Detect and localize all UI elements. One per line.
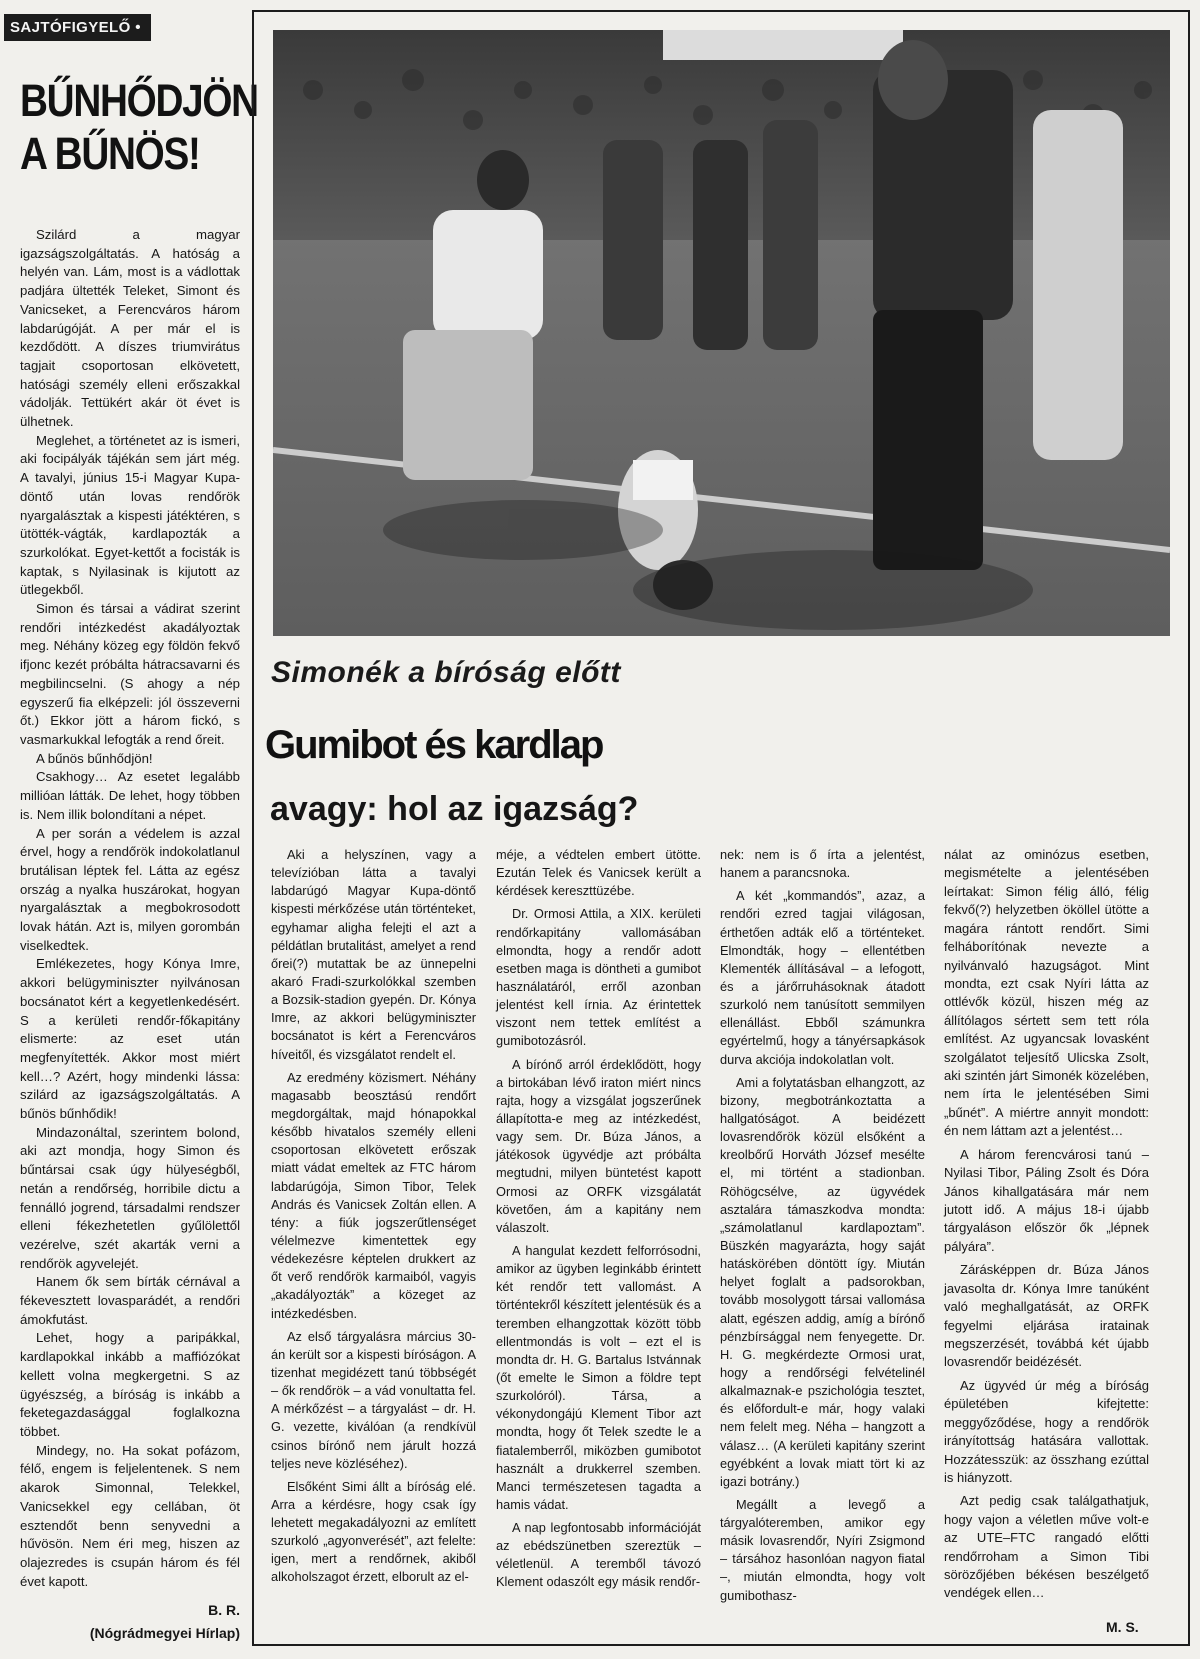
paragraph: Mindegy, no. Ha sokat pofázom, félő, engem is feljelentenek. S nem akarok Simonnal, Telekkel, Vanicsekkel egy cellában, öt esztendőt benn senyvedni a hűvösön. Nem éri meg, hiszen az olajezredes is csupán három és fél évet kapott. [20,1442,240,1589]
paragraph: Lehet, hogy a paripákkal, kardlapokkal inkább a maffiózókat kellett volna megkergetni. S az ügyészség, a bíróság is inkább a feketegazdasággal foglalkozna többet. [20,1330,240,1439]
paragraph: Megállt a levegő a tárgyalóteremben, amikor egy másik lovasrendőr, Nyíri Zsigmond – társához hasonlóan nagyon fiatal –, miután elmondta, hogy volt gumibothasz- [720,1496,925,1603]
paragraph: Csakhogy… Az esetet legalább millióan látták. De lehet, hogy többen is. Nem illik bolondítani a népet. [20,769,240,822]
paragraph: A hangulat kezdett felforrósodni, amikor az ügyben leginkább érintett két rendőr tett vallomást. A történtekről készített jelentésük és a teremben elhangzottak között több ellentmondás is volt – ezt el is mondta dr. H. G. Bartalus Istvánnak (őt emelte le Simon a földre tept szurkolóról). Társa, a vékonydongájú Klement Tibor azt mondta, hogy őt Telek szedte le a fiatalemberről, miközben gumibotot használt a drukkerrel szemben. Manci természetesen tagadta a hamis vádat. [496,1242,701,1512]
left-article-title [20,74,258,180]
paragraph: Dr. Ormosi Attila, a XIX. kerületi rendőrkapitány vallomásában elmondta, hogy a rendőr adott esetben maga is döntheti a gumibot használatáról, erről azonban jelentést kell írnia. Az érintettek viszont nem tettek említést a gumibotozásról. [496,906,701,1049]
main-signature: M. S. [1106,1619,1139,1635]
paragraph: Meglehet, a történetet az is ismeri, aki focipályák tájékán sem járt még. A tavalyi, június 15-i Magyar Kupa-döntő után lovas rendőrök nyargalásztak a kispesti játéktéren, s ütötték-vágták, kardlapozták a szurkolókat. Egyet-kettőt a focisták is kaptak, s Nyilasinak is kijutott az ütlegekből. [20,432,240,598]
paragraph: A bírónő arról érdeklődött, hogy a birtokában lévő iraton miért nincs rajta, hogy a vizsgálat jogszerűnek állapította-e meg az intézkedést, vagy sem. Dr. Búza János, a játékosok ügyvédje azt próbálta megtudni, milyen büntetést kapott Ormosi az ORFK vizsgálatát követően, ám a kapitány nem válaszolt. [496,1056,701,1235]
paragraph: Aki a helyszínen, vagy a televízióban látta a tavalyi labdarúgó Magyar Kupa-döntő kispesti mérkőzése után történteket, egyhamar aligha felejti el azt a példátlan brutalitást, amelyet a rend őrei(?) mutattak be az ünnepelni akaró Fradi-szurkolókkal szemben a Bozsik-stadion gyepén. Dr. Kónya Imre, az akkori belügyminiszter bocsánatot is kért a Ferencváros híveitől, és vizsgálatot rendelt el. [271,847,476,1062]
paragraph: méje, a védtelen embert ütötte. Ezután Telek és Vanicsek került a kérdések kereszttüzébe. [496,847,701,899]
left-article-body [20,226,240,1591]
kicker: Simonék a bíróság előtt [271,656,621,689]
paragraph: A bűnös bűnhődjön! [36,750,153,766]
paragraph: Mindazonáltal, szerintem bolond, aki azt mondja, hogy Simon és bűntársai csak úgy hülyeségből, netán a rendőrség, horribile dictu a fennálló jogrend, társadalmi rendszer elleni fékezhetetlen gyűlölettől vezérelve, szét akarták verni a rendőrök agyvelejét. [20,1124,240,1271]
article-column-1 [271,846,476,1587]
paragraph: Emlékezetes, hogy Kónya Imre, akkori belügyminiszter nyilvánosan bocsánatot kért a kegyetlenkedésért. S a kerületi rendőr-főkapitány elismerte: az eset után megfenyítették. Akkor most miért kell…? Azért, hogy mindenki lássa: szilárd az igazságszolgáltatás. A bűnös bűnhődik! [20,956,240,1122]
subheadline: avagy: hol az igazság? [270,790,639,828]
news-photo [273,30,1170,636]
paragraph: Simon és társai a vádirat szerint rendőri intézkedést akadályoztak meg. Néhány közeg egy földön fekvő ifjonc kezét próbálta hátracsavarni és megbilincselni. (S ahogy a nép egyszerű fia elképzeli: jól összeverni őt.) Ekkor jött a három fickó, s vasmarkukkal lefogták a rend őreit. [20,601,240,747]
paragraph: Az ügyvéd úr még a bíróság épületében kifejtette: meggyőződése, hogy a rendőrök irányítottság hatására vallottak. Hozzátesszük: az összhang ezúttal is hiányzott. [944,1377,1149,1485]
left-title-line1: BŰNHŐDJÖN [20,75,258,126]
paragraph: Hanem ők sem bírták cérnával a fékevesztett lovasparádét, a rendőri ámokfutást. [20,1274,240,1327]
paragraph: Elsőként Simi állt a bíróság elé. Arra a kérdésre, hogy csak így lehetett megakadályozni az említett szurkoló „agyonverését”, azt felelte: igen, mert a rendőrnek, akiből alkoholszagot érzett, elborult az el- [271,1478,476,1585]
paragraph: Az eredmény közismert. Néhány magasabb beosztású rendőrt megdorgáltak, majd hónapokkal később hivatalos személy elleni csoportosan elkövetett erőszak miatt vádat emeltek az FTC három labdarúgója, Simon Tibor, Telek András és Vanicsek Zoltán ellen. A tény: a fiúk jogszerűtlenséget vélelmezve kimentettek egy védekezésre képtelen drukkert az őt verő rendőrök karmaiból, vagyis „akadályozták” a közeget az intézkedésben. [271,1069,476,1321]
paragraph: Zárásképpen dr. Búza János javasolta dr. Kónya Imre tanúként való meghallgatását, az ORFK fegyelmi eljárása iratainak megszerzését, továbbá két újabb lovasrendőr beidézését. [944,1262,1149,1370]
paragraph: Ami a folytatásban elhangzott, az bizony, megbotránkoztatta a hallgatóságot. A beidézett lovasrendőrök közül elsőként a kreolbőrű Horváth József mesélte el, mi történt a stadionban. Röhögcsélve, az ügyvédek asztalára támaszkodva mondta: „számolatlanul kardlapoztam”. Büszkén magyarázta, hogy saját hatáskörében döntött így. Miután helyet foglalt a padsorokban, tovább mosolygott társai vallomása alatt, egészen addig, amíg a bírónő pénzbírsággal nem fenyegette. Dr. H. G. megkérdezte Ormosi urat, hogy a rendőrségi felvételinél alkalmaznak-e pszichológia tesztet, és előfordult-e már, hogy valaki nem felelt meg. Néha – hangzott a válasz… (A kerületi kapitány szerint egyébként a lovak miatt tört ki az igazi botrány.) [720,1074,925,1489]
headline: Gumibot és kardlap [265,723,603,767]
paragraph: A három ferencvárosi tanú – Nyilasi Tibor, Páling Zsolt és Dóra János kihallgatására már nem jutott idő. A május 18-i újabb tárgyaláson először ők „lépnek pályára”. [944,1146,1149,1254]
paragraph: Az első tárgyalásra március 30-án került sor a kispesti bíróságon. A tizenhat megidézett tanú többségét – ők rendőrök – a vád vonultatta fel. A mérkőzést – a tárgyalást – dr. H. G. vezette, kiválóan (a rendkívül csinos bírónő nem járult hozzá teljes neve közléséhez). [271,1328,476,1471]
left-title-line2: A BŰNÖS! [20,128,200,179]
paragraph: nálat az ominózus esetben, megismételte a jelentésében leírtakat: Simon félig álló, félig fekvő(?) helyzetben ököllel ütötte a magára rántott rendőrt. Simi felháborítónak nevezte a nyilvánvaló hazugságot. Mint mondta, ezt csak Nyíri látta az ottlévők közül, hiszen még az állítólagos sértett sem tett róla említést. Az ugyancsak lovasként szolgálatot teljesítő Ulicska Zsolt, aki szintén járt Simonék közelében, nem írta le jelentésében Simi „bűnét”. A miértre annyit mondott: én nem láttam azt a jelentést… [944,847,1149,1139]
left-source: (Nógrádmegyei Hírlap) [89,1625,240,1641]
paragraph: A per során a védelem is azzal érvel, hogy a rendőrök indokolatlanul brutálisan léptek fel. Látta az egész ország a nyalka huszárokat, hogyan nyargalásztak a megbokrosodott lovak hátán. Azt is, milyen gorombán viselkedtek. [20,825,240,953]
section-tag: SAJTÓFIGYELŐ • [4,14,151,41]
paragraph: Azt pedig csak találgathatjuk, hogy vajon a véletlen műve volt-e az UTE–FTC rangadó előtti rendőrroham a Simon Tibi sörözőjében békésen beszélgető vendégek ellen… [944,1493,1149,1601]
article-column-4 [944,846,1149,1603]
left-signature: B. R. [208,1602,240,1618]
photo-illustration [273,30,1170,636]
left-column [4,4,258,1654]
paragraph: nek: nem is ő írta a jelentést, hanem a parancsnoka. [720,847,925,881]
article-column-2 [496,846,701,1592]
paragraph: A nap legfontosabb információját az ebédszünetben szereztük – véletlenül. A teremből távozó Klement odaszólt egy másik rendőr- [496,1520,701,1590]
paragraph: Szilárd a magyar igazságszolgáltatás. A hatóság a helyén van. Lám, most is a vádlottak padjára ültették Teleket, Simont és Vanicseket, a Ferencváros három labdarúgóját. A per már el is kezdődött. A díszes triumvirátus tagjait csoportosan elkövetett, hatósági személy elleni erőszakkal vádolják. Tettükért akár öt évet is ülhetnek. [20,227,240,430]
paragraph: A két „kommandós”, azaz, a rendőri ezred tagjai világosan, érthetően adták elő a történteket. Elmondták, hogy – ellentétben Klementék állításával – a lefogott, és a járőrruhásoknak átadott szurkoló nem tanúsított semmilyen ellenállást. Ebből számunkra egyértelmű, hogy a tányérsapkások durva akciója indokolatlan volt. [720,888,925,1067]
article-column-3 [720,846,925,1605]
